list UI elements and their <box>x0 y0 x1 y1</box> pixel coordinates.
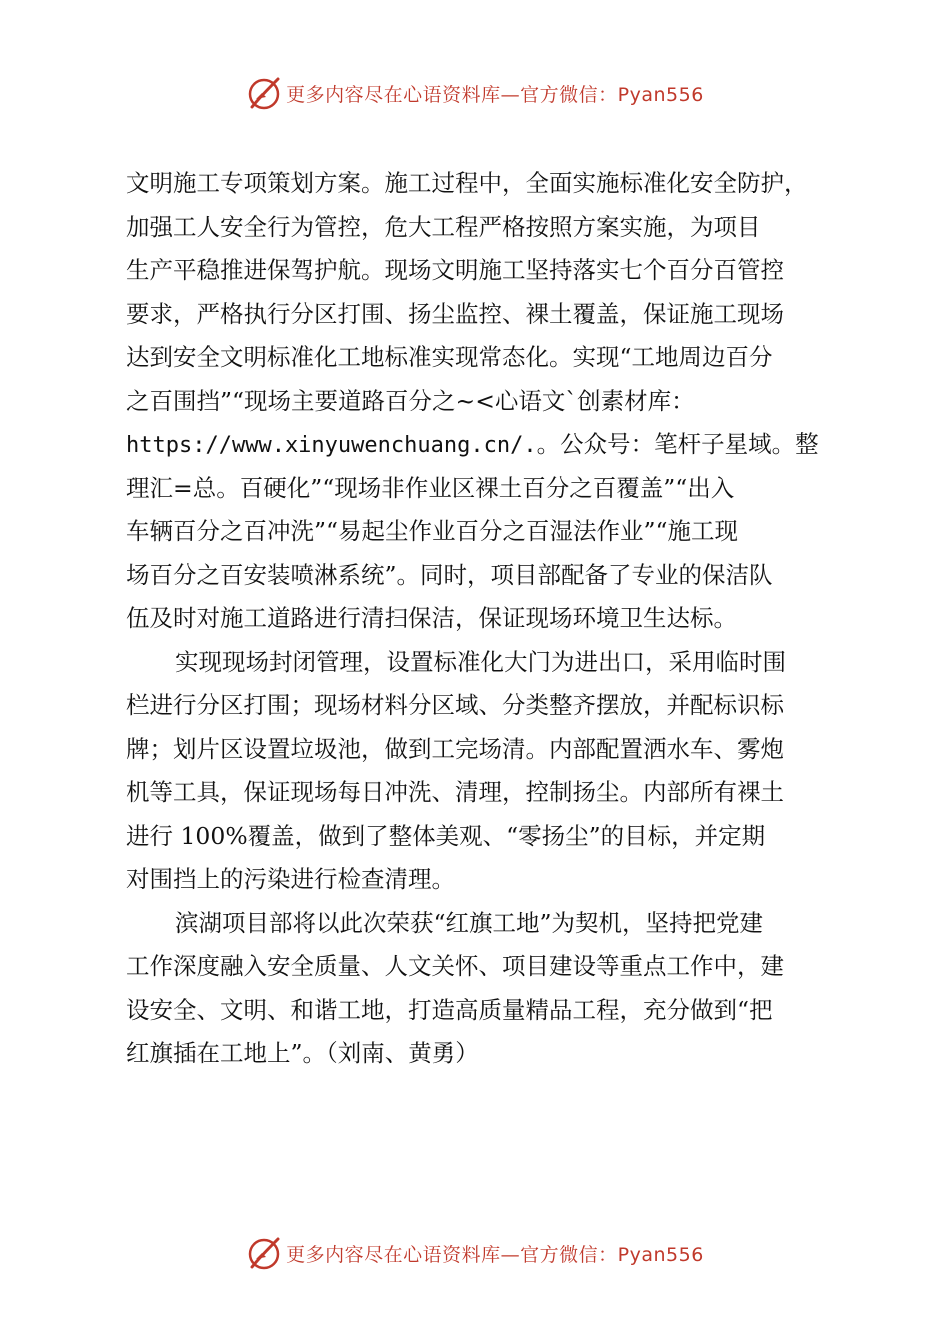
body-line: 要求，严格执行分区打围、扬尘监控、裸土覆盖，保证施工现场 <box>126 299 784 328</box>
paragraph-2-line: 牌；划片区设置垃圾池，做到工完场清。内部配置洒水车、雾炮 <box>126 734 784 763</box>
brush-logo-icon <box>246 75 282 111</box>
url-line <box>126 423 844 467</box>
body-line: 之百围挡”“现场主要道路百分之~<心语文`创素材库： <box>126 386 695 415</box>
paragraph-2-line: 栏进行分区打围；现场材料分区域、分类整齐摆放，并配标识标 <box>126 691 784 719</box>
paragraph-3-line: 滨湖项目部将以此次荣获“红旗工地”为契机，坚持把党建 <box>175 908 764 937</box>
body-line: 伍及时对施工道路进行清扫保洁，保证现场环境卫生达标。 <box>126 604 737 632</box>
body-line: 加强工人安全行为管控，危大工程严格按照方案实施，为项目 <box>126 212 761 241</box>
footer-wechat-id: Pyan556 <box>617 1243 704 1266</box>
footer-banner <box>0 1228 950 1278</box>
url-line-rest: 。公众号：笔杆子星域。整 <box>536 430 819 458</box>
footer-banner-text: 更多内容尽在心语资料库—官方微信：Pyan556 <box>286 1243 704 1266</box>
paragraph-3-line: 设安全、文明、和谐工地，打造高质量精品工程，充分做到“把 <box>126 995 773 1024</box>
brush-logo-icon <box>246 1235 282 1271</box>
header-banner-text: 更多内容尽在心语资料库—官方微信：Pyan556 <box>286 83 704 106</box>
source-url: https://www.xinyuwenchuang.cn/. <box>126 433 537 458</box>
body-line: 场百分之百安装喷淋系统”。同时，项目部配备了专业的保洁队 <box>126 560 773 589</box>
body-line: 理汇=总。百硬化”“现场非作业区裸土百分之百覆盖”“出入 <box>126 473 735 502</box>
body-line: 车辆百分之百冲洗”“易起尘作业百分之百湿法作业”“施工现 <box>126 517 739 545</box>
body-line: 文明施工专项策划方案。施工过程中，全面实施标准化安全防护， <box>126 169 808 197</box>
paragraph-3-line: 工作深度融入安全质量、人文关怀、项目建设等重点工作中，建 <box>126 952 784 980</box>
body-line: 达到安全文明标准化工地标准实现常态化。实现“工地周边百分 <box>126 343 773 371</box>
body-line: 生产平稳推进保驾护航。现场文明施工坚持落实七个百分百管控 <box>126 256 784 284</box>
paragraph-2-line: 实现现场封闭管理，设置标准化大门为进出口，采用临时围 <box>175 647 786 676</box>
paragraph-2-line: 机等工具，保证现场每日冲洗、清理，控制扬尘。内部所有裸土 <box>126 778 784 806</box>
paragraph-2-line: 进行 100%覆盖，做到了整体美观、“零扬尘”的目标，并定期 <box>126 821 766 850</box>
header-banner <box>0 68 950 118</box>
paragraph-3-line: 红旗插在工地上”。（刘南、黄勇） <box>126 1039 479 1067</box>
paragraph-2-line: 对围挡上的污染进行检查清理。 <box>126 865 455 893</box>
document-body <box>126 162 844 1076</box>
header-wechat-id: Pyan556 <box>617 83 704 106</box>
